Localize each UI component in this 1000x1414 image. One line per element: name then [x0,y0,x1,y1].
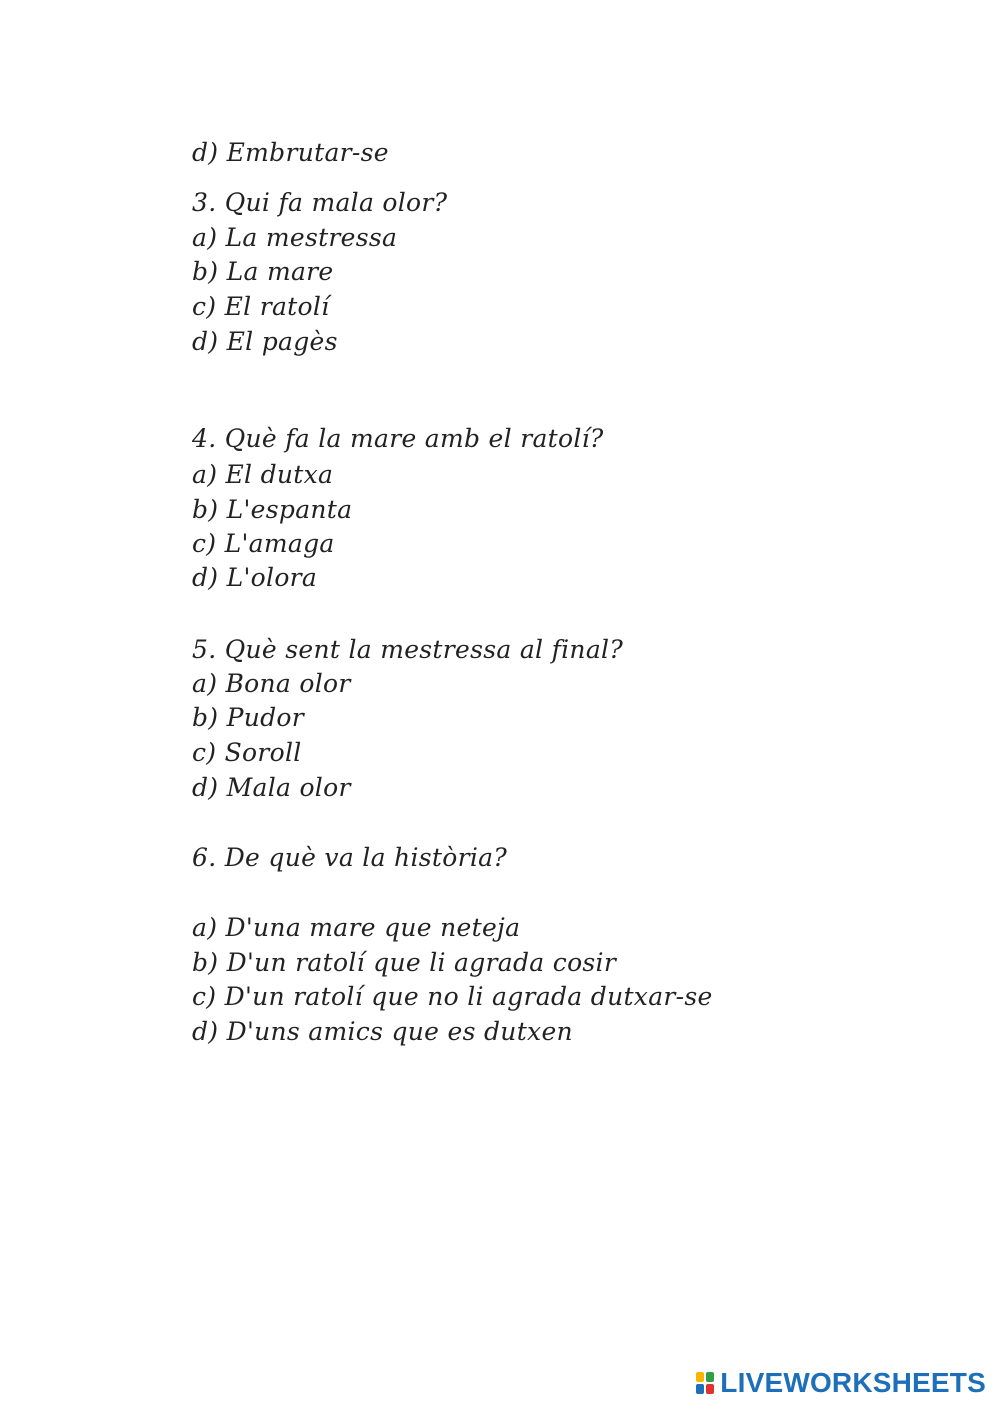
question-6-option-b: b) D'un ratolí que li agrada cosir [192,948,617,977]
question-3-option-a: a) La mestressa [192,223,398,252]
question-4-option-c: c) L'amaga [192,529,335,558]
liveworksheets-logo-icon [696,1372,714,1394]
liveworksheets-logo-text: LIVEWORKSHEETS [720,1367,986,1398]
question-5-option-b: b) Pudor [192,703,305,732]
question-6-option-d: d) D'uns amics que es dutxen [192,1017,573,1046]
question-3-option-c: c) El ratolí [192,292,330,321]
question-6: 6. De què va la història? [192,843,508,872]
question-5-option-c: c) Soroll [192,738,302,767]
question-6-option-a: a) D'una mare que neteja [192,913,521,942]
question-5-option-a: a) Bona olor [192,669,351,698]
question-4-option-b: b) L'espanta [192,495,353,524]
question-4-option-a: a) El dutxa [192,460,334,489]
question-5-option-d: d) Mala olor [192,773,351,802]
question-3-option-d: d) El pagès [192,327,338,356]
liveworksheets-logo [696,1368,986,1398]
question-3: 3. Qui fa mala olor? [192,188,448,217]
question-4: 4. Què fa la mare amb el ratolí? [192,424,604,453]
question-6-option-c: c) D'un ratolí que no li agrada dutxar-se [192,982,713,1011]
question-3-option-b: b) La mare [192,257,334,286]
question-5: 5. Què sent la mestressa al final? [192,635,624,664]
option-d-embrutar-se: d) Embrutar-se [192,138,389,167]
question-4-option-d: d) L'olora [192,563,318,592]
